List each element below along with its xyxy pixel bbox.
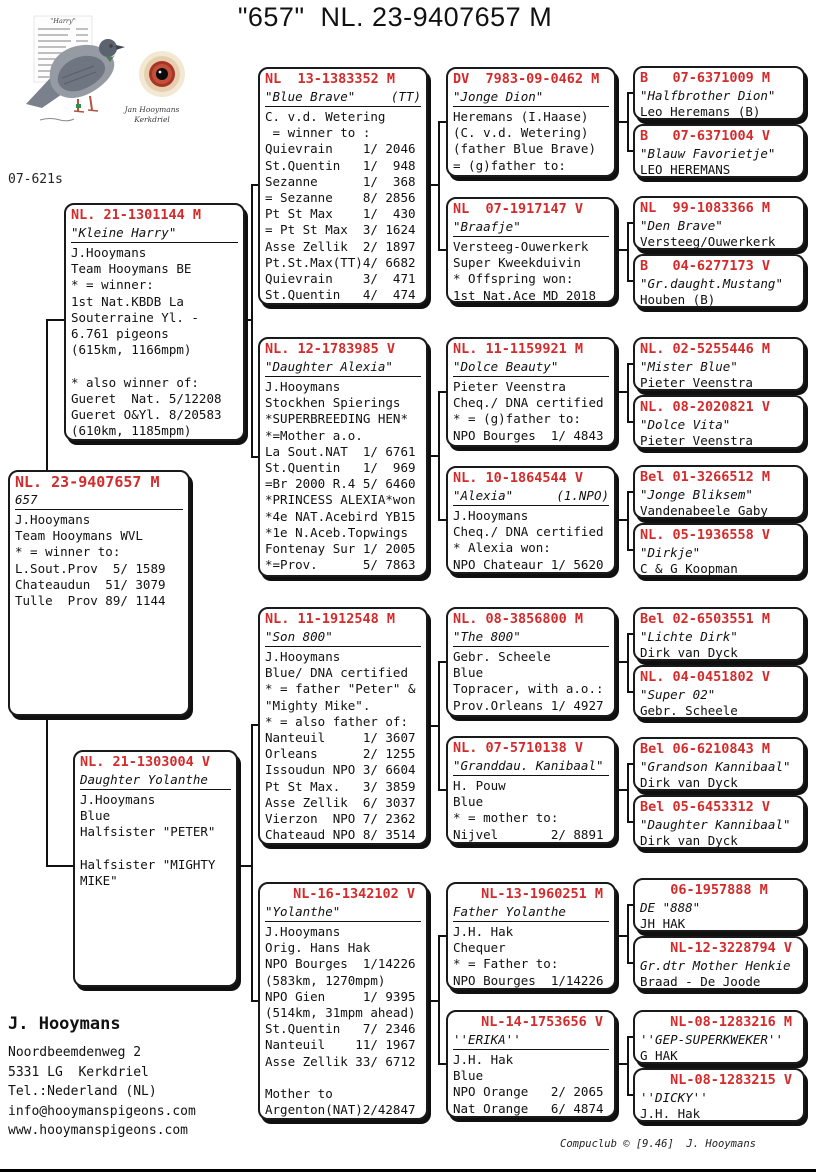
box-body-line: = Sezanne 8/ 2856 — [265, 190, 416, 206]
box-body-line: Pt St Max. 3/ 3859 — [265, 778, 416, 794]
contact-address-line: 5331 LG Kerkdriel — [8, 1064, 149, 1080]
box-body-line: * = father "Peter" & — [265, 681, 416, 697]
pedigree-connector — [627, 633, 629, 693]
box-body-line: Blue — [453, 665, 484, 681]
pedigree-box-super-02 — [633, 665, 805, 719]
pedigree-connector — [46, 865, 75, 867]
box-body-line: C. v.d. Wetering — [265, 109, 386, 124]
pigeon-name: "Dolce Beauty" — [453, 359, 559, 374]
box-body-line: = winner to : — [265, 125, 371, 141]
box-body-line: Braad - De Joode — [640, 974, 761, 989]
pedigree-box-granddau-kanibaal — [446, 736, 616, 844]
box-body-line: * = (g)father to: — [453, 411, 581, 427]
box-body-line: Asse Zellik 2/ 1897 — [265, 238, 416, 254]
pedigree-connector — [627, 491, 629, 551]
box-body-line: Gebr. Scheele — [453, 649, 551, 664]
box-body-line: Orleans 2/ 1255 — [265, 746, 416, 762]
box-body-line: Pieter Veenstra — [453, 379, 566, 394]
box-body-line: H. Pouw — [453, 778, 506, 793]
pigeon-name: "Super 02" — [640, 687, 716, 702]
pigeon-name: ''ERIKA'' — [453, 1032, 521, 1047]
ring-number: DV 7983-09-0462 M — [453, 71, 600, 87]
pigeon-name: "Gr.daught.Mustang" — [640, 276, 783, 291]
pedigree-box-dirkje — [633, 523, 805, 577]
box-body-line: LEO HEREMANS — [640, 162, 731, 177]
pigeon-name-line — [640, 217, 798, 234]
box-body-line: Cheq./ DNA certified — [453, 524, 604, 540]
box-body-line: *4e NAT.Acebird YB15 — [265, 508, 416, 524]
pedigree-connector — [627, 1036, 629, 1096]
box-body-line: Pt St Max 1/ 430 — [265, 206, 416, 222]
box-body-line: * = also father of: — [265, 713, 408, 729]
pigeon-name-line — [265, 628, 421, 647]
pigeon-name: "Halfbrother Dion" — [640, 88, 776, 103]
box-body-line: (583km, 1270mpm) — [265, 972, 386, 988]
pedigree-box-braafje — [446, 197, 616, 303]
leg-ring — [76, 104, 81, 108]
box-body-line: J.H. Hak — [453, 924, 514, 939]
contact-address-line: Noordbeemdenweg 2 — [8, 1045, 142, 1060]
pigeon-name: "Daughter Kannibaal" — [640, 817, 791, 832]
box-body-line: = Pt St Max 3/ 1624 — [265, 222, 416, 238]
box-body-line: L.Sout.Prov 5/ 1589 — [15, 560, 166, 576]
pigeon-name-line — [640, 628, 798, 645]
box-body-line: Sezanne 1/ 368 — [265, 173, 416, 189]
pigeon-name-line — [265, 88, 421, 107]
box-body-line: Topracer, with a.o.: — [453, 681, 604, 697]
ring-number: NL-08-1283215 V — [670, 1072, 792, 1088]
signature-city: Kerkdriel — [134, 115, 170, 124]
box-body-line: Orig. Hans Hak — [265, 940, 371, 956]
pigeon-name: "Blauw Favorietje" — [640, 146, 776, 161]
box-body-line: 1st Nat.Ace MD 2018 — [453, 287, 596, 303]
ring-number: NL 13-1383352 M — [265, 71, 396, 87]
pigeon-name: "Dolce Vita" — [640, 417, 731, 432]
pedigree-connector — [438, 391, 440, 521]
box-body-line: * also winner of: — [71, 374, 199, 390]
box-body-line: "Mighty Mike". — [265, 697, 371, 713]
box-body-line: NPO Chateaur 1/ 5620 — [453, 556, 604, 572]
contact-website: www.hooymanspigeons.com — [8, 1123, 189, 1138]
box-body-line: Nanteuil 1/ 3607 — [265, 730, 416, 746]
box-body-line: Fontenay Sur 1/ 2005 — [265, 541, 416, 557]
pedigree-box-dicky — [633, 1068, 805, 1122]
pedigree-box-gep-superkweker — [633, 1010, 805, 1064]
box-body-line: Mother to — [265, 1086, 333, 1102]
box-body-line: Dirk van Dyck — [640, 775, 738, 790]
box-body-line: Chequer — [453, 940, 506, 956]
contact-block — [8, 1014, 196, 1141]
pedigree-box-dolce-beauty — [446, 337, 616, 447]
pigeon-name-line — [640, 957, 798, 974]
pedigree-connector — [627, 92, 629, 152]
pigeon-name-line — [265, 903, 421, 922]
box-body-line: Gebr. Scheele — [640, 703, 738, 718]
box-body-line: Quievrain 1/ 2046 — [265, 141, 416, 157]
box-body-line: Versteeg-Ouwerkerk — [453, 239, 589, 254]
pigeon-name: "Dirkje" — [640, 545, 701, 560]
pedigree-box-lichte-dirk — [633, 607, 805, 661]
box-body-line: Blue — [453, 1068, 484, 1084]
pigeon-name: Father Yolanthe — [453, 904, 566, 919]
box-body-line: Stockhen Spierings — [265, 395, 401, 411]
pedigree-connector — [46, 319, 48, 470]
pigeon-name-line — [453, 903, 609, 922]
pedigree-box-father-yolanthe — [446, 882, 616, 990]
page-title: "657" NL. 23-9407657 M — [237, 2, 553, 32]
contact-name: J. Hooymans — [8, 1014, 121, 1034]
box-body-line: J.H. Hak — [640, 1106, 701, 1121]
box-body-line: *=Prov. 5/ 7863 — [265, 557, 416, 573]
pigeon-name: "Jonge Bliksem" — [640, 487, 753, 502]
pigeon-name: "Lichte Dirk" — [640, 629, 738, 644]
pigeon-name: "Grandson Kannibaal" — [640, 759, 791, 774]
pigeon-name-line — [71, 224, 238, 243]
pigeon-name: "Daughter Alexia" — [265, 359, 393, 374]
box-body-line — [71, 358, 238, 374]
pedigree-box-jonge-bliksem — [633, 465, 805, 519]
ring-number: NL. 21-1303004 V — [80, 754, 211, 770]
box-body-line: J.H. Hak — [453, 1052, 514, 1067]
box-body-line: Blue — [80, 808, 111, 824]
box-body-line: Gueret O&Yl. 8/20583 — [71, 407, 222, 423]
pedigree-box-alexia — [446, 466, 616, 574]
ring-number: NL. 21-1301144 M — [71, 207, 202, 223]
pedigree-box-halfbrother-dion — [633, 66, 805, 120]
ring-number: NL. 04-0451802 V — [640, 669, 771, 685]
pigeon-name: "Jonge Dion" — [453, 89, 544, 104]
box-body-line: =Br 2000 R.4 5/ 6460 — [265, 476, 416, 492]
box-body-line: (615km, 1166mpm) — [71, 342, 192, 358]
pedigree-box-daughter-yolanthe — [73, 750, 238, 987]
box-body-line: Souterraine Yl. - — [71, 309, 199, 325]
pigeon-name-line — [453, 218, 609, 237]
box-body-line: *PRINCESS ALEXIA*won — [265, 492, 416, 508]
box-body-line: Nijvel 2/ 8891 — [453, 826, 604, 842]
ring-number: Bel 05-6453312 V — [640, 799, 771, 815]
box-body-line: * Alexia won: — [453, 540, 551, 556]
pigeon-eye-photo — [139, 51, 185, 97]
pedigree-box-erika — [446, 1010, 616, 1118]
box-body-line: Chateaudun 51/ 3079 — [15, 576, 166, 592]
box-body-line: Asse Zellik 6/ 3037 — [265, 794, 416, 810]
ring-number: Bel 01-3266512 M — [640, 469, 771, 485]
box-body-line: (C. v.d. Wetering) — [453, 125, 589, 141]
ring-number: NL. 11-1159921 M — [453, 341, 584, 357]
pigeon-name-line — [640, 1089, 798, 1106]
box-body-line: MIKE" — [80, 873, 118, 888]
pigeon-name-line — [453, 1031, 609, 1050]
pigeon-name-line — [640, 816, 798, 833]
box-body-line: Tulle Prov 89/ 1144 — [15, 593, 166, 609]
pedigree-connector — [627, 222, 629, 282]
box-body-line: La Sout.NAT 1/ 6761 — [265, 443, 416, 459]
box-body-line: Blue/ DNA certified — [265, 665, 408, 681]
pedigree-box-daughter-alexia — [258, 337, 428, 577]
pedigree-connector — [251, 184, 253, 458]
pigeon-name-line — [453, 358, 609, 377]
ring-number: B 07-6371009 M — [640, 70, 771, 86]
box-body-line: Issoudun NPO 3/ 6604 — [265, 762, 416, 778]
pigeon-name-line — [640, 899, 798, 916]
pedigree-box-kleine-harry — [64, 203, 245, 441]
pedigree-box-blauw-favorietje — [633, 124, 805, 178]
box-body-line: Versteeg/Ouwerkerk — [640, 234, 776, 249]
ring-number: NL 99-1083366 M — [640, 200, 771, 216]
box-body-line: 6.761 pigeons — [71, 326, 169, 342]
pigeon-name: ''DICKY'' — [640, 1090, 708, 1105]
pigeon-name-line — [640, 87, 798, 104]
pedigree-box-blue-brave — [258, 67, 428, 305]
pedigree-connector — [627, 763, 629, 823]
pedigree-box-grandson-kannibaal — [633, 737, 805, 791]
pedigree-box-jonge-dion — [446, 67, 616, 177]
box-body-line: Blue — [453, 794, 484, 810]
box-body-line: * = winner: — [71, 277, 154, 293]
contact-phone-line: Tel.:Nederland (NL) — [8, 1084, 157, 1099]
box-body-line: J.Hooymans — [71, 245, 147, 260]
pigeon-name-line — [453, 757, 609, 776]
box-body-line: J.Hooymans — [80, 792, 156, 807]
ring-number: NL-13-1960251 M — [481, 886, 603, 902]
pigeon-ring-label: 07-621s — [8, 172, 63, 187]
box-body-line: Quievrain 3/ 471 — [265, 271, 416, 287]
box-body-line: NPO Bourges 1/14226 — [265, 956, 416, 972]
box-body-line: *=Mother a.o. — [265, 427, 363, 443]
pedigree-connector — [251, 724, 253, 1002]
box-body-line: J.Hooymans — [265, 924, 341, 939]
pedigree-box-subject — [8, 470, 190, 716]
box-body-line: NPO Bourges 1/14226 — [453, 972, 604, 988]
pedigree-box-mister-blue — [633, 337, 805, 391]
box-body-line: 1st Nat.KBDB La — [71, 293, 184, 309]
box-body-line: NPO Orange 2/ 2065 — [453, 1084, 604, 1100]
signature-name: Jan Hooymans — [124, 105, 180, 114]
box-body-line: J.Hooymans — [265, 379, 341, 394]
ring-number: NL. 11-1912548 M — [265, 611, 396, 627]
pigeon-name-line — [453, 88, 609, 107]
box-body-line: Nanteuil 11/ 1967 — [265, 1037, 416, 1053]
pigeon-name-line — [640, 1031, 798, 1048]
pigeon-name-line — [640, 544, 798, 561]
box-body-line: Team Hooymans WVL — [15, 528, 143, 544]
box-body-line: Argenton(NAT)2/42847 — [265, 1102, 416, 1118]
ring-number: NL 07-1917147 V — [453, 201, 584, 217]
pedigree-box-dolce-vita — [633, 395, 805, 449]
box-body-line: * = winner to: — [15, 544, 121, 560]
box-body-line: Nat Orange 6/ 4874 — [453, 1100, 604, 1116]
pigeon-name: "The 800" — [453, 629, 521, 644]
ring-number: NL. 07-5710138 V — [453, 740, 584, 756]
ring-number: NL. 23-9407657 M — [15, 473, 160, 491]
box-body-line: J.Hooymans — [15, 512, 91, 527]
box-body-line: Cheq./ DNA certified — [453, 395, 604, 411]
box-body-line: Prov.Orleans 1/ 4927 — [453, 697, 604, 713]
box-body-line: NPO Bourges 1/ 4843 — [453, 427, 604, 443]
pedigree-box-de-888 — [633, 878, 805, 932]
box-body-line: (610km, 1185mpm) — [71, 423, 192, 439]
pedigree-connector — [46, 715, 48, 867]
box-body-line: (514km, 31mpm ahead) — [265, 1005, 416, 1021]
pigeon-name-line — [453, 628, 609, 647]
box-body-line: G HAK — [640, 1048, 678, 1063]
box-body-line: St.Quentin 1/ 969 — [265, 460, 416, 476]
contact-email: info@hooymanspigeons.com — [8, 1103, 196, 1119]
box-body-line: Vierzon NPO 7/ 2362 — [265, 811, 416, 827]
box-body-line: JH HAK — [640, 916, 686, 931]
pigeon-name-suffix: (TT) — [390, 89, 421, 104]
pigeon-name-line — [640, 275, 798, 292]
pigeon-name-line — [640, 416, 798, 433]
pedigree-connector — [627, 904, 629, 964]
pigeon-name: "Yolanthe" — [265, 904, 341, 919]
box-body-line: Houben (B) — [640, 292, 716, 307]
box-body-line: *SUPERBREEDING HEN* — [265, 411, 408, 427]
box-body-line: J.Hooymans — [453, 508, 529, 523]
pedigree-box-the-800 — [446, 607, 616, 717]
box-body-line: NPO Gien 1/ 9395 — [265, 988, 416, 1004]
ring-number: Bel 02-6503551 M — [640, 611, 771, 627]
pigeon-name: "Den Brave" — [640, 218, 723, 233]
pigeon-name: ''GEP-SUPERKWEKER'' — [640, 1032, 783, 1047]
box-body-line: Gueret Nat. 5/12208 — [71, 390, 222, 406]
ring-number: NL-08-1283216 M — [670, 1014, 792, 1030]
box-body-line: Pt.St.Max(TT)4/ 6682 — [265, 254, 416, 270]
ring-number: NL. 12-1783985 V — [265, 341, 396, 357]
box-body-line: Leo Heremans (B) — [640, 104, 761, 119]
box-body-line: Dirk van Dyck — [640, 645, 738, 660]
box-body-line — [265, 1070, 421, 1086]
ring-number: B 04-6277173 V — [640, 258, 771, 274]
box-body-line: St.Quentin 1/ 948 — [265, 157, 416, 173]
ring-number: NL. 05-1936558 V — [640, 527, 771, 543]
box-body-line: Dirk van Dyck — [640, 833, 738, 848]
pedigree-connector — [46, 319, 64, 321]
box-body-line: Chateaud NPO 8/ 3514 — [265, 827, 416, 843]
ring-number: 06-1957888 M — [670, 882, 768, 898]
pigeon-name-line — [640, 486, 798, 503]
box-body-line: C & G Koopman — [640, 561, 738, 576]
pigeon-name: "Blue Brave" — [265, 89, 356, 104]
pigeon-name-line — [453, 487, 609, 506]
box-body-line: * = Father to: — [453, 956, 559, 972]
box-body-line: *1e N.Aceb.Topwings — [265, 524, 408, 540]
pedigree-connector — [438, 935, 440, 1065]
ring-number: NL. 02-5255446 M — [640, 341, 771, 357]
pigeon-name: "Granddau. Kanibaal" — [453, 758, 604, 773]
box-body-line: * Offspring won: — [453, 271, 574, 287]
pedigree-connector — [438, 661, 440, 791]
ring-number: Bel 06-6210843 M — [640, 741, 771, 757]
pigeon-name: "Son 800" — [265, 629, 333, 644]
pigeon-photo — [12, 12, 197, 152]
ring-number: NL-16-1342102 V — [293, 886, 415, 902]
pigeon-name: "Braafje" — [453, 219, 521, 234]
ring-number: NL-14-1753656 V — [481, 1014, 603, 1030]
pedigree-connector — [438, 121, 440, 251]
results-card-title: "Harry" — [50, 17, 76, 25]
pigeon-name-line — [640, 758, 798, 775]
ring-number: NL. 08-3856800 M — [453, 611, 584, 627]
pigeon-name: "Mister Blue" — [640, 359, 738, 374]
pedigree-box-son-800 — [258, 607, 428, 845]
ring-number: NL. 10-1864544 V — [453, 470, 584, 486]
pigeon-name-line — [640, 686, 798, 703]
footer-credit: Compuclub © [9.46] J. Hooymans — [560, 1138, 756, 1150]
pigeon-name: "Alexia" — [453, 488, 514, 503]
box-body-line: (father Blue Brave) — [453, 141, 596, 157]
box-body-line: Super Kweekduivin — [453, 255, 581, 271]
box-body-line: Vandenabeele Gaby — [640, 503, 768, 518]
pigeon-name-suffix: (1.NPO) — [556, 488, 609, 503]
pigeon-name: 657 — [15, 492, 38, 507]
box-body-line: Team Hooymans BE — [71, 261, 192, 277]
pigeon-name: DE "888" — [640, 900, 701, 915]
pedigree-box-gr-dtr-mother-henkie — [633, 936, 805, 990]
pedigree-box-yolanthe — [258, 882, 428, 1120]
ring-number: NL-12-3228794 V — [670, 940, 792, 956]
box-body-line: * = mother to: — [453, 810, 559, 826]
box-body-line: St.Quentin 4/ 474 — [265, 287, 416, 303]
box-body-line: Pieter Veenstra — [640, 433, 753, 448]
ring-number: B 07-6371004 V — [640, 128, 771, 144]
pigeon-name-line — [640, 358, 798, 375]
pedigree-box-gr-daught-mustang — [633, 254, 805, 308]
box-body-line: St.Quentin 7/ 2346 — [265, 1021, 416, 1037]
box-body-line: Pieter Veenstra — [640, 375, 753, 390]
box-body-line: J.Hooymans — [265, 649, 341, 664]
pigeon-name-line — [80, 771, 231, 790]
pigeon-name-line — [15, 491, 183, 510]
pigeon-name: Gr.dtr Mother Henkie — [640, 958, 791, 973]
box-body-line: Asse Zellik 33/ 6712 — [265, 1053, 416, 1069]
box-body-line — [80, 841, 231, 857]
pedigree-box-daughter-kannibaal — [633, 795, 805, 849]
box-body-line: Heremans (I.Haase) — [453, 109, 589, 124]
box-body-line: Halfsister "MIGHTY — [80, 856, 216, 872]
box-body-line: = (g)father to: — [453, 157, 566, 173]
pigeon-name-line — [640, 145, 798, 162]
pigeon-name: Daughter Yolanthe — [80, 772, 208, 787]
pigeon-name-line — [265, 358, 421, 377]
pigeon-name: "Kleine Harry" — [71, 225, 177, 240]
box-body-line: Halfsister "PETER" — [80, 824, 216, 840]
ring-number: NL. 08-2020821 V — [640, 399, 771, 415]
pedigree-connector — [627, 363, 629, 423]
pedigree-box-den-brave — [633, 196, 805, 250]
